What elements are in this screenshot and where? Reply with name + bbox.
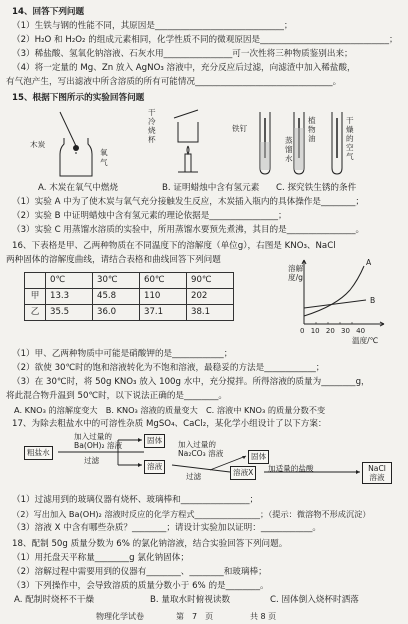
caption-a: A. 木炭在氧气中燃烧: [38, 183, 118, 193]
table-cell: 37.1: [140, 305, 187, 321]
q16-line-1: 16、下表格是甲、乙两种物质在不同温度下的溶解度（单位g），右图是 KNO₃、NaCl: [12, 241, 336, 251]
flow-arrows: [0, 430, 408, 486]
q14-heading: 14、回答下列问题: [12, 7, 85, 17]
caption-b: B. 证明蜡烛中含有氢元素: [162, 183, 260, 193]
flow-filter1-label: 过滤: [84, 456, 100, 465]
table-header-cell: 60℃: [140, 273, 187, 289]
table-cell: 乙: [25, 305, 46, 321]
table-row: [25, 289, 234, 305]
solubility-table: [24, 272, 234, 321]
q18-line-4: （3）下列操作中，会导致溶质的质量分数小于 6% 的是________。: [12, 581, 269, 591]
q18-option-a: A. 配制时烧杯不干燥: [14, 595, 94, 605]
q16-line-2: 两种固体的溶解度曲线，请结合表格和曲线回答下列问题: [6, 255, 221, 265]
figure-a-label-charcoal: 木炭: [30, 140, 46, 149]
q18-line-3: （2）溶解过程中需要用到的仪器有________、________和玻璃棒；: [12, 567, 267, 577]
q18-option-c: C. 固体倒入烧杯时洒落: [270, 595, 359, 605]
table-cell: 38.1: [187, 305, 234, 321]
q16-line-5: （3）在 30℃时，将 50g KNO₃ 放入 100g 水中，充分搅拌。所得溶液的质量为________g，: [12, 377, 370, 387]
q17-line-4: （3）溶液 X 中含有哪些杂质？________；请设计实验加以证明：____________。: [12, 523, 322, 533]
table-cell: 45.8: [93, 289, 140, 305]
q16-options: A. KNO₃ 的溶解度变大 B. KNO₃ 溶液的质量变大 C. 溶液中 KNO₃ 的质量分数不变: [14, 405, 326, 415]
q16-line-4: （2）欲使 30℃时的饱和溶液转化为不饱和溶液，最稳妥的方法是____________；: [12, 363, 325, 373]
flow-solution1-box: 溶液: [144, 460, 165, 474]
flow-start-box: 粗盐水: [24, 446, 53, 460]
graph-x-tick: 10: [310, 327, 320, 335]
table-row: [25, 305, 234, 321]
q18-line-1: 18、配制 50g 质量分数为 6% 的氯化钠溶液，结合实验回答下列问题。: [12, 539, 288, 549]
graph-x-tick: 20: [325, 327, 335, 335]
graph-curve-a-label: A: [366, 258, 372, 267]
q17-line-1: 17、为除去粗盐水中的可溶性杂质 MgSO₄、CaCl₂，某化学小组设计了以下方案：: [12, 419, 327, 429]
q14-line-1: （1）生铁与钢的性能不同，其原因是______________________________；: [12, 21, 293, 31]
q14-line-5: 有气泡产生，写出滤液中所含溶质的所有可能情况________________________________。: [6, 77, 342, 87]
graph-x-tick: 0: [300, 327, 305, 335]
graph-y-label: 溶解度/g: [288, 264, 304, 282]
q15-line-1: （1）实验 A 中为了使木炭与氧气充分接触发生反应，木炭插入瓶内的具体操作是________；: [12, 197, 364, 207]
graph-curve-b-label: B: [370, 296, 376, 305]
flow-solid1-box: 固体: [144, 434, 165, 448]
table-cell: 35.5: [46, 305, 93, 321]
q14-line-4: （4）将一定量的 Mg、Zn 放入 AgNO₃ 溶液中，充分反应后过滤，向滤渣中加入稀盐酸，: [12, 63, 356, 73]
q16-line-6: 将此混合物升温到 50℃时，以下说法正确的是________。: [6, 391, 227, 401]
q18-line-2: （1）用托盘天平称量________g 氯化钠固体；: [12, 553, 189, 563]
q14-line-3: （3）稀盐酸、氢氧化钠溶液、石灰水用________________可一次性将三种物质鉴别出来；: [12, 49, 353, 59]
table-header-cell: 0℃: [46, 273, 93, 289]
caption-c: C. 探究铁生锈的条件: [276, 183, 357, 193]
footer-page: 第 7 页: [176, 612, 214, 621]
q15-heading: 15、根据下图所示的实验回答问题: [12, 93, 145, 103]
q16-line-3: （1）甲、乙两种物质中可能是硝酸钾的是____________；: [12, 349, 233, 359]
table-cell: 110: [140, 289, 187, 305]
figure-c-rust-tubes: [250, 108, 360, 180]
table-cell: 13.3: [46, 289, 93, 305]
table-cell: 202: [187, 289, 234, 305]
flow-add3-label: 加适量的盐酸: [268, 464, 314, 473]
flow-solid2-box: 固体: [248, 450, 269, 464]
figure-b-label-beaker: 干冷烧杯: [148, 108, 156, 144]
figure-c-label-dry-air: 干燥的空气: [346, 116, 354, 161]
figure-c-label-water: 蒸馏水: [285, 136, 293, 163]
footer-total: 共 8 页: [250, 612, 277, 621]
graph-x-tick: 30: [341, 327, 350, 335]
q14-line-2: （2）H₂O 和 H₂O₂ 的组成元素相同，化学性质不同的微观原因是______________________________；: [12, 35, 398, 45]
graph-x-tick: 40: [356, 327, 366, 335]
table-cell: 甲: [25, 289, 46, 305]
figure-c-label-nail: 铁钉: [232, 124, 248, 133]
flow-add1-label: 加入过量的 Ba(OH)₂ 溶液: [74, 432, 123, 450]
figure-c-label-oil: 植物油: [308, 116, 316, 143]
flow-add2-label: 加入过量的 Na₂CO₃ 溶液: [178, 440, 224, 458]
figure-b-candle-beaker: [168, 108, 228, 180]
q17-line-3: （2）写出加入 Ba(OH)₂ 溶液时反应的化学方程式________________；（提示：微溶物不形成沉淀）: [12, 509, 371, 519]
table-cell: 36.0: [93, 305, 140, 321]
flow-product-box: NaCl 溶液: [362, 462, 392, 484]
table-header-cell: [25, 273, 46, 289]
figure-a-label-oxygen: 氧气: [100, 148, 108, 167]
graph-x-ticks: [300, 326, 365, 336]
q15-line-2: （2）实验 B 中证明蜡烛中含有氢元素的理论依据是________________；: [12, 211, 287, 221]
q17-line-2: （1）过滤用到的玻璃仪器有烧杯、玻璃棒和________________；: [12, 495, 259, 505]
flow-filter2-label: 过滤: [186, 472, 202, 481]
flow-solutionx-box: 溶液X: [230, 466, 256, 480]
q15-line-3: （3）实验 C 用蒸馏水溶质的实验中，所用蒸馏水要预先煮沸，其目的是________________。: [12, 225, 365, 235]
table-header-cell: 30℃: [93, 273, 140, 289]
q18-option-b: B. 量取水时俯视读数: [150, 595, 231, 605]
table-header-row: [25, 273, 234, 289]
table-header-cell: 90℃: [187, 273, 234, 289]
graph-x-label: 温度/℃: [352, 336, 379, 345]
footer-subject: 物理化学试卷: [96, 612, 144, 621]
